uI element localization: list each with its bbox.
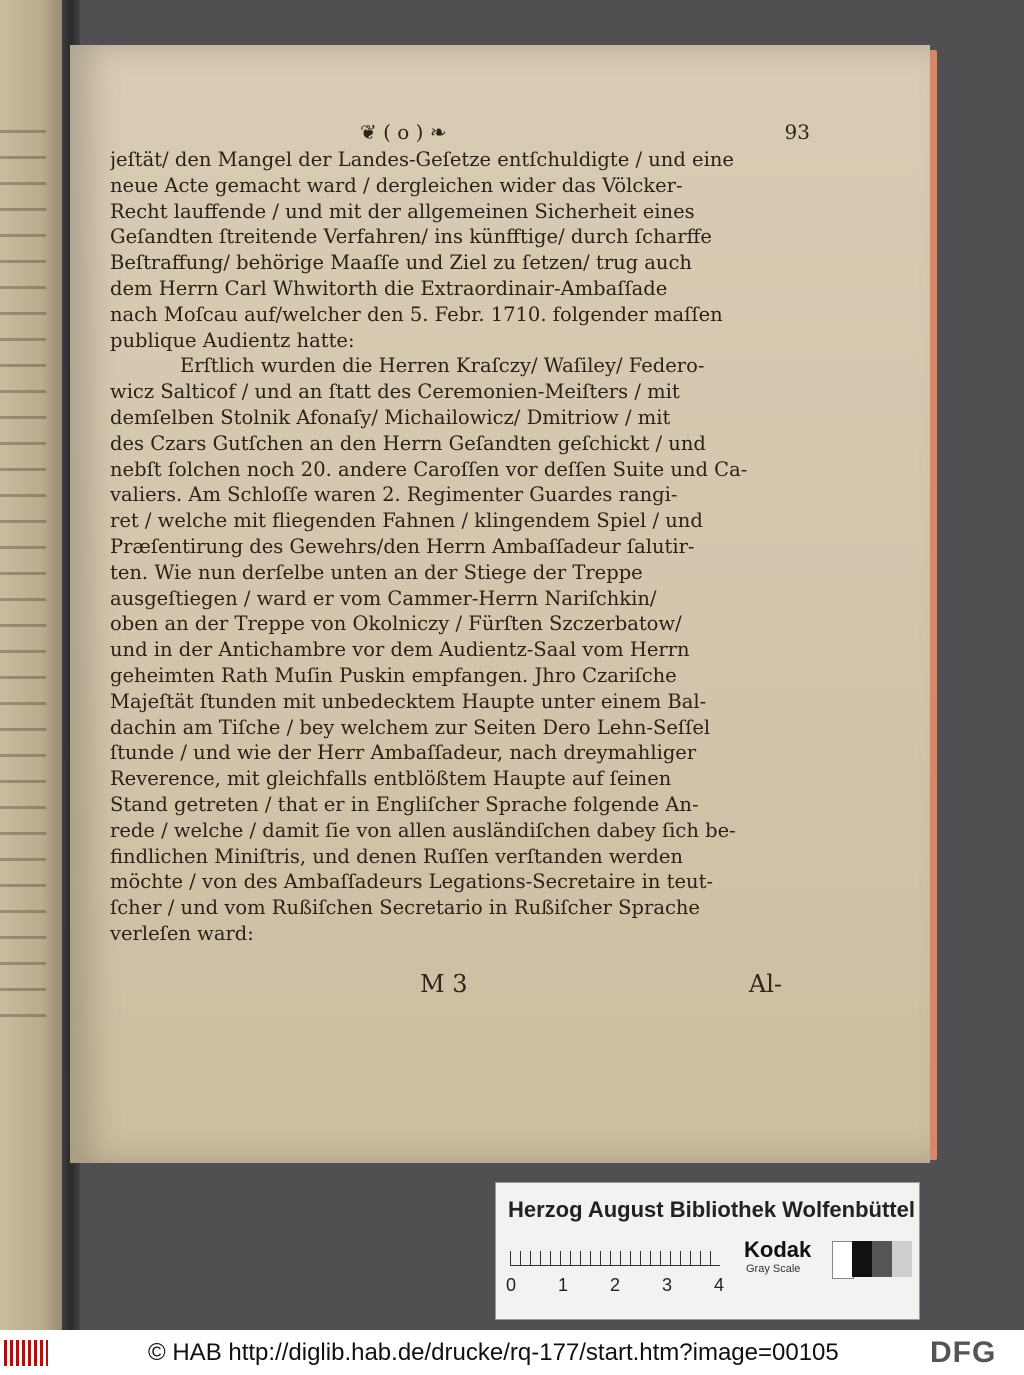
page-footer xyxy=(110,970,810,1000)
ruler-number: 0 xyxy=(506,1275,517,1295)
text-line: und in der Antichambre vor dem Audientz-Saal vom Herrn xyxy=(110,638,690,662)
text-line: verleſen ward: xyxy=(110,921,254,945)
gray-swatch xyxy=(832,1241,854,1279)
text-line: geheimten Rath Muſin Puskin empfangen. Jhro Czariſche xyxy=(110,663,677,687)
library-name: Herzog August Bibliothek Wolfenbüttel xyxy=(508,1197,915,1222)
color-calibration-card xyxy=(495,1182,920,1320)
running-header xyxy=(110,120,810,146)
text-line: Beſtraffung/ behörige Maaſſe und Ziel zu ſetzen/ trug auch xyxy=(110,251,692,275)
text-line: ausgeſtiegen / ward er vom Cammer-Herrn Nariſchkin/ xyxy=(110,586,657,610)
gray-swatch xyxy=(872,1241,892,1277)
header-ornament: ❦ ( o ) ❧ xyxy=(360,120,447,144)
text-line: neue Acte gemacht ward / dergleichen wider das Völcker- xyxy=(110,173,683,197)
text-line: des Czars Gutſchen an den Herrn Geſandten geſchickt / und xyxy=(110,431,706,455)
left-page-edge xyxy=(0,0,70,1330)
text-line: Præſentirung des Gewehrs/den Herrn Ambaſſadeur ſalutir- xyxy=(110,534,695,558)
catchword: Al- xyxy=(748,970,782,998)
text-line: nebſt ſolchen noch 20. andere Caroſſen vor deſſen Suite und Ca- xyxy=(110,457,748,481)
text-line: demſelben Stolnik Afonaſy/ Michailowicz/ Dmitriow / mit xyxy=(110,405,671,429)
text-line: valiers. Am Schloſſe waren 2. Regimenter Guardes rangi- xyxy=(110,483,678,507)
scale-ruler xyxy=(510,1241,720,1266)
copyright-link[interactable]: © HAB http://diglib.hab.de/drucke/rq-177/start.htm?image=00105 xyxy=(148,1339,839,1366)
ruler-number: 3 xyxy=(662,1275,673,1295)
text-line: dem Herrn Carl Whwitorth die Extraordinair-Ambaſſade xyxy=(110,276,668,300)
text-line: rede / welche / damit ſie von allen ausländiſchen dabey ſich be- xyxy=(110,818,736,842)
dfg-logo[interactable]: DFG xyxy=(930,1336,997,1369)
viewer-footer-bar xyxy=(0,1330,1024,1375)
hab-logo-icon[interactable] xyxy=(4,1340,48,1366)
kodak-brand: Kodak xyxy=(744,1237,812,1262)
text-line: wicz Salticof / und an ſtatt des Ceremonien-Meiſters / mit xyxy=(110,380,680,404)
text-line: ſcher / und vom Rußiſchen Secretario in Rußiſcher Sprache xyxy=(110,896,700,920)
text-line: möchte / von des Ambaſſadeurs Legations-Secretaire in teut- xyxy=(110,870,714,894)
page-body-text xyxy=(110,147,790,947)
text-line: Recht lauffende / und mit der allgemeinen Sicherheit eines xyxy=(110,199,695,223)
left-page-text-bleed xyxy=(0,130,46,1030)
signature-mark: M 3 xyxy=(420,970,468,998)
text-line: ten. Wie nun derſelbe unten an der Stiege der Treppe xyxy=(110,560,643,584)
gray-swatch xyxy=(892,1241,912,1277)
book-page xyxy=(70,45,930,1163)
ruler-number: 1 xyxy=(558,1275,569,1295)
text-line: Majeſtät ſtunden mit unbedecktem Haupte unter einem Bal- xyxy=(110,689,707,713)
text-line: Stand getreten / that er in Engliſcher Sprache folgende An- xyxy=(110,792,699,816)
text-line: dachin am Tiſche / bey welchem zur Seiten Dero Lehn-Seſſel xyxy=(110,715,711,739)
gray-scale-label: Gray Scale xyxy=(746,1263,801,1275)
gray-swatch xyxy=(852,1241,872,1277)
text-line: Reverence, mit gleichfalls entblößtem Haupte auf ſeinen xyxy=(110,767,672,791)
text-line: oben an der Treppe von Okolniczy / Fürſten Szczerbatow/ xyxy=(110,612,682,636)
text-line: ſtunde / und wie der Herr Ambaſſadeur, nach dreymahliger xyxy=(110,741,697,765)
text-line: publique Audientz hatte: xyxy=(110,328,355,352)
ruler-number: 4 xyxy=(714,1275,725,1295)
text-line: ret / welche mit fliegenden Fahnen / klingendem Spiel / und xyxy=(110,509,703,533)
text-line: findlichen Miniſtris, und denen Ruſſen verſtanden werden xyxy=(110,844,683,868)
text-line: nach Moſcau auf/welcher den 5. Febr. 1710. folgender maſſen xyxy=(110,302,723,326)
text-line: Geſandten ſtreitende Verfahren/ ins künfftige/ durch ſcharffe xyxy=(110,225,712,249)
text-line: jeſtät/ den Mangel der Landes-Geſetze entſchuldigte / und eine xyxy=(110,148,734,171)
page-number: 93 xyxy=(784,120,810,144)
ruler-number: 2 xyxy=(610,1275,621,1295)
text-line: Erſtlich wurden die Herren Kraſczy/ Waſiley/ Federo- xyxy=(180,354,705,378)
